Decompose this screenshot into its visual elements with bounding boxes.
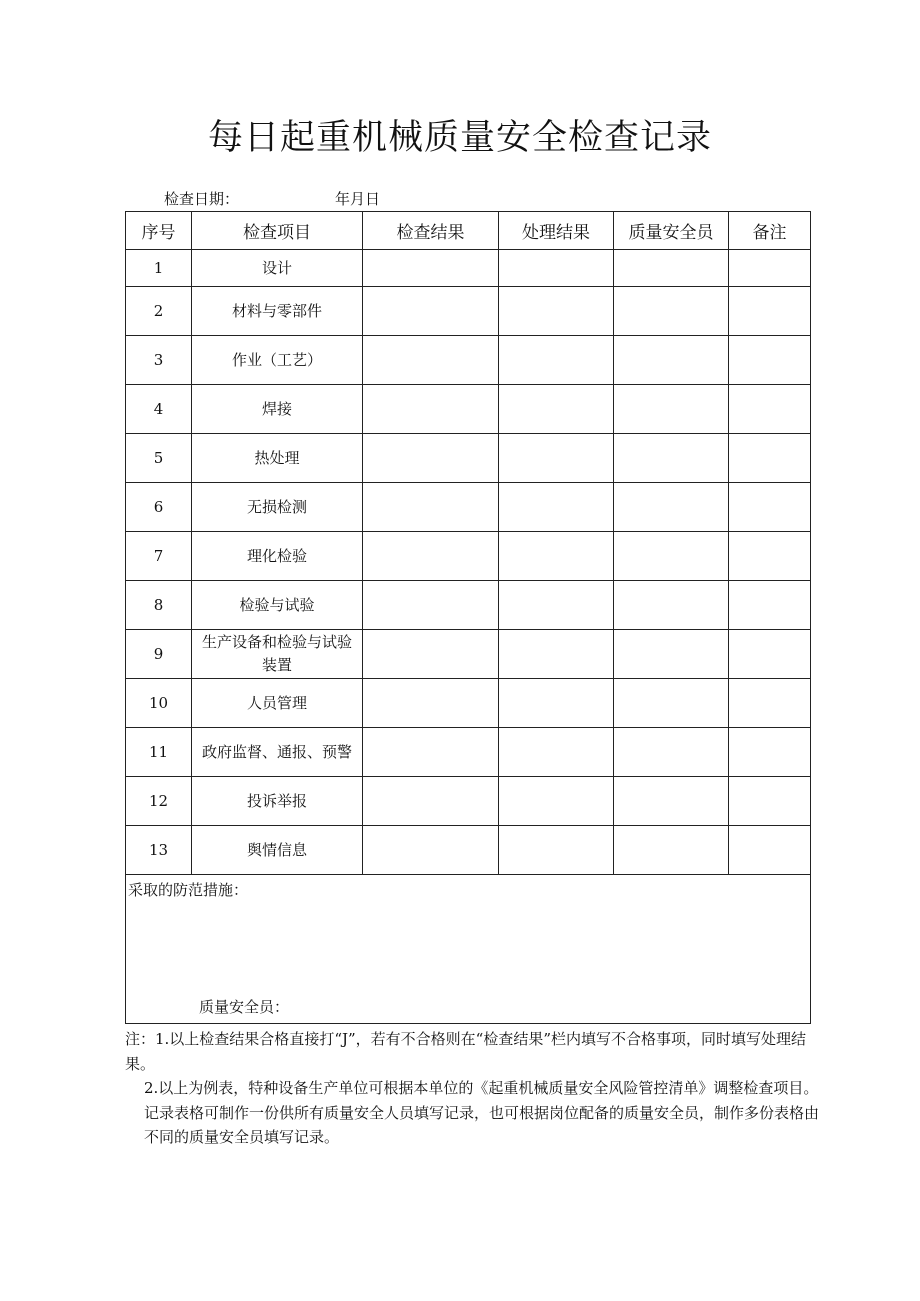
row-remarks-cell <box>729 777 811 826</box>
table-row <box>126 777 811 826</box>
inspection-date-line <box>164 189 380 209</box>
row-remarks-cell <box>729 826 811 875</box>
row-handling-cell <box>499 581 614 630</box>
row-item <box>192 728 363 777</box>
row-officer-cell <box>614 287 729 336</box>
row-item <box>192 434 363 483</box>
row-item-label: 舆情信息 <box>246 840 307 859</box>
table-row <box>126 679 811 728</box>
row-handling-cell <box>499 250 614 287</box>
table-row <box>126 483 811 532</box>
row-item-label: 作业（工艺） <box>231 350 322 369</box>
row-no: 6 <box>126 483 192 532</box>
table-row <box>126 532 811 581</box>
table-row <box>126 336 811 385</box>
row-handling-cell <box>499 336 614 385</box>
row-no: 5 <box>126 434 192 483</box>
row-item-label: 理化检验 <box>246 546 307 565</box>
row-no: 3 <box>126 336 192 385</box>
row-officer-cell <box>614 728 729 777</box>
row-handling-cell <box>499 630 614 679</box>
row-remarks-cell <box>729 581 811 630</box>
row-no: 12 <box>126 777 192 826</box>
row-remarks-cell <box>729 434 811 483</box>
row-no: 11 <box>126 728 192 777</box>
row-remarks-cell <box>729 483 811 532</box>
row-officer-cell <box>614 630 729 679</box>
row-officer-cell <box>614 532 729 581</box>
row-result-cell <box>363 483 499 532</box>
header-officer: 质量安全员 <box>614 212 729 250</box>
table-row <box>126 581 811 630</box>
row-no: 2 <box>126 287 192 336</box>
row-remarks-cell <box>729 336 811 385</box>
row-officer-cell <box>614 336 729 385</box>
row-remarks-cell <box>729 532 811 581</box>
row-handling-cell <box>499 287 614 336</box>
row-officer-cell <box>614 434 729 483</box>
header-remarks: 备注 <box>729 212 811 250</box>
row-item-label: 政府监督、通报、预警 <box>201 742 352 761</box>
row-no: 10 <box>126 679 192 728</box>
row-item-label: 检验与试验 <box>239 595 315 614</box>
row-item <box>192 532 363 581</box>
row-handling-cell <box>499 483 614 532</box>
row-handling-cell <box>499 826 614 875</box>
row-item-label: 投诉举报 <box>246 791 307 810</box>
row-item <box>192 679 363 728</box>
row-item-label: 无损检测 <box>246 497 307 516</box>
row-no: 9 <box>126 630 192 679</box>
row-item-label: 焊接 <box>261 399 292 418</box>
row-result-cell <box>363 385 499 434</box>
table-row <box>126 826 811 875</box>
row-handling-cell <box>499 777 614 826</box>
row-result-cell <box>363 826 499 875</box>
page-title: 每日起重机械质量安全检查记录 <box>207 118 712 158</box>
row-handling-cell <box>499 679 614 728</box>
table-row <box>126 728 811 777</box>
note-2: 2.以上为例表，特种设备生产单位可根据本单位的《起重机械质量安全风险管控清单》调整检查项目。记录表格可制作一份供所有质量安全人员填写记录，也可根据岗位配备的质量安全员，制作多份表格由不同的质量安全员填写记录。 <box>144 1079 820 1146</box>
inspection-table <box>125 211 811 1024</box>
row-handling-cell <box>499 728 614 777</box>
row-no: 4 <box>126 385 192 434</box>
officer-signature-label: 质量安全员： <box>199 998 290 1016</box>
row-remarks-cell <box>729 250 811 287</box>
row-item <box>192 483 363 532</box>
row-remarks-cell <box>729 728 811 777</box>
row-item <box>192 336 363 385</box>
measures-label: 采取的防范措施： <box>128 881 249 899</box>
row-no: 13 <box>126 826 192 875</box>
row-remarks-cell <box>729 630 811 679</box>
row-handling-cell <box>499 385 614 434</box>
row-no: 7 <box>126 532 192 581</box>
inspection-date-suffix: 年月日 <box>335 190 381 208</box>
row-officer-cell <box>614 581 729 630</box>
row-item-label: 设计 <box>261 258 292 277</box>
row-item-label: 生产设备和检验与试验装置 <box>201 633 352 674</box>
note-1: 注：1.以上检查结果合格直接打“J”，若有不合格则在“检查结果”栏内填写不合格事项，同时填写处理结果。 <box>125 1030 807 1073</box>
row-result-cell <box>363 630 499 679</box>
row-result-cell <box>363 728 499 777</box>
row-result-cell <box>363 336 499 385</box>
row-item-label: 热处理 <box>254 448 300 467</box>
row-item <box>192 385 363 434</box>
row-handling-cell <box>499 434 614 483</box>
row-result-cell <box>363 434 499 483</box>
table-row <box>126 630 811 679</box>
row-item <box>192 630 363 679</box>
header-handling: 处理结果 <box>499 212 614 250</box>
table-row <box>126 434 811 483</box>
row-item <box>192 581 363 630</box>
row-result-cell <box>363 250 499 287</box>
measures-cell <box>126 875 811 1024</box>
notes <box>125 1027 822 1150</box>
row-officer-cell <box>614 385 729 434</box>
inspection-date-label: 检查日期： <box>164 190 240 208</box>
row-result-cell <box>363 777 499 826</box>
row-item <box>192 826 363 875</box>
table-row <box>126 385 811 434</box>
row-item-label: 人员管理 <box>246 693 307 712</box>
table-header-row <box>126 212 811 250</box>
row-officer-cell <box>614 250 729 287</box>
row-no: 1 <box>126 250 192 287</box>
row-remarks-cell <box>729 287 811 336</box>
row-result-cell <box>363 679 499 728</box>
row-officer-cell <box>614 777 729 826</box>
row-officer-cell <box>614 826 729 875</box>
row-officer-cell <box>614 679 729 728</box>
row-item <box>192 777 363 826</box>
row-item-label: 材料与零部件 <box>231 301 322 320</box>
row-result-cell <box>363 581 499 630</box>
row-handling-cell <box>499 532 614 581</box>
row-result-cell <box>363 287 499 336</box>
row-officer-cell <box>614 483 729 532</box>
table-row <box>126 250 811 287</box>
header-no: 序号 <box>126 212 192 250</box>
row-remarks-cell <box>729 679 811 728</box>
header-result: 检查结果 <box>363 212 499 250</box>
row-result-cell <box>363 532 499 581</box>
row-remarks-cell <box>729 385 811 434</box>
table-row <box>126 287 811 336</box>
row-item <box>192 287 363 336</box>
row-no: 8 <box>126 581 192 630</box>
row-item <box>192 250 363 287</box>
header-item: 检查项目 <box>192 212 363 250</box>
